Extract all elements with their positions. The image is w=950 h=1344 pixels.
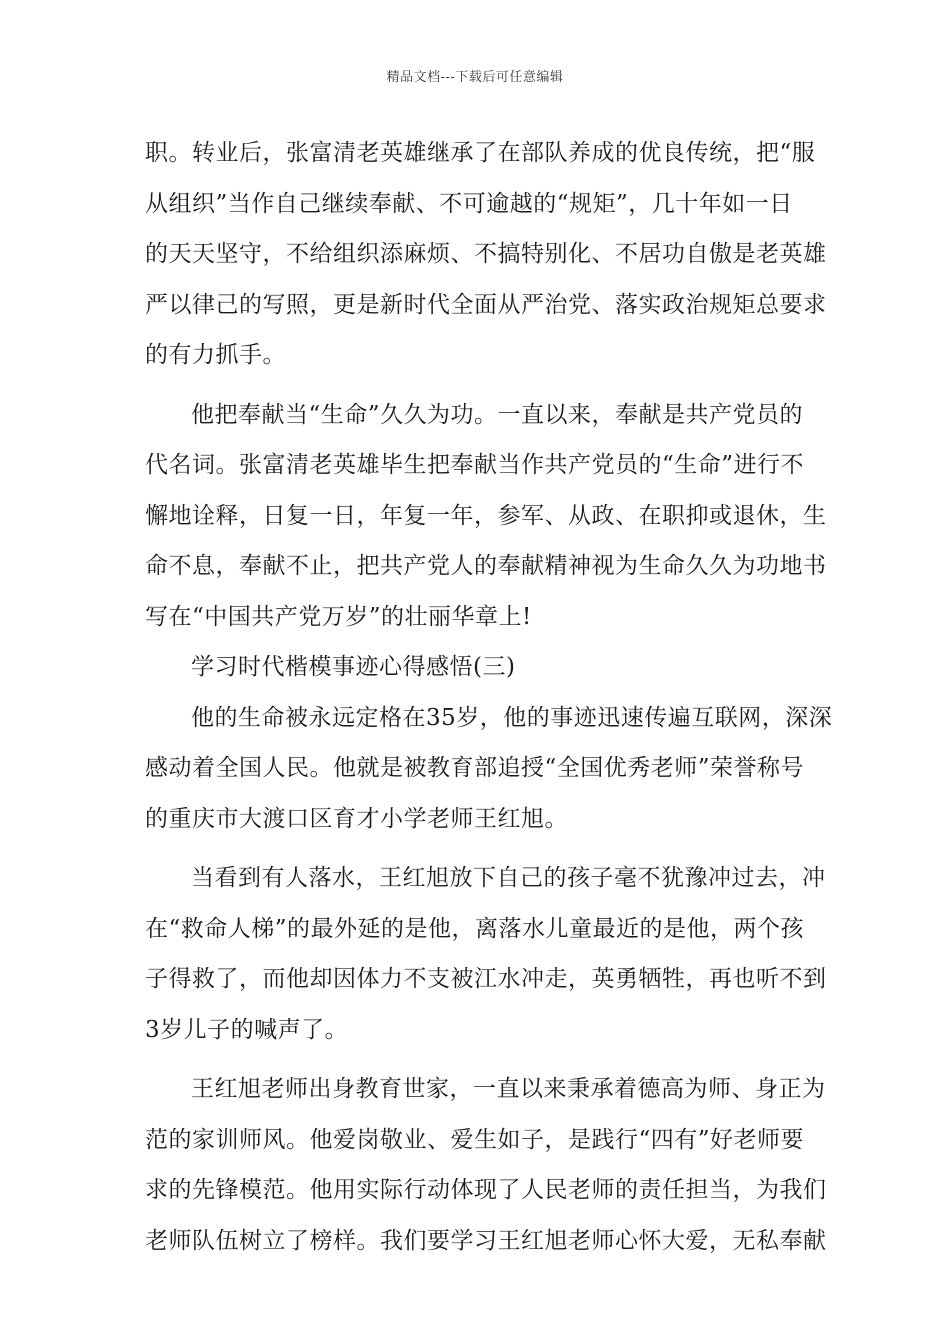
text-line: 王红旭老师出身教育世家，一直以来秉承着德高为师、身正为 bbox=[191, 1076, 826, 1102]
text-line: 他把奉献当“生命”久久为功。一直以来，奉献是共产党员的 bbox=[191, 401, 804, 428]
text-line: 懈地诠释，日复一日，年复一年，参军、从政、在职抑或退休，生 bbox=[145, 502, 827, 529]
paragraph bbox=[145, 390, 827, 643]
document-body bbox=[145, 128, 833, 1266]
text-line: 感动着全国人民。他就是被教育部追授“全国优秀老师”荣誉称号 bbox=[145, 755, 805, 781]
heading-line: 学习时代楷模事迹心得感悟(三) bbox=[191, 654, 516, 680]
text-line: 从组织”当作自己继续奉献、不可逾越的“规矩”，几十年如一日 bbox=[145, 190, 793, 217]
text-line: 的重庆市大渡口区育才小学老师王红旭。 bbox=[145, 805, 568, 832]
text-line: 严以律己的写照，更是新时代全面从严治党、落实政治规矩总要求 bbox=[145, 291, 827, 318]
text-line: 的有力抓手。 bbox=[145, 342, 286, 368]
text-line: 职。转业后，张富清老英雄继承了在部队养成的优良传统，把“服 bbox=[145, 140, 816, 166]
text-line: 老师队伍树立了榜样。我们要学习王红旭老师心怀大爱，无私奉献 bbox=[145, 1227, 827, 1254]
text-line: 3岁儿子的喊声了。 bbox=[145, 1016, 349, 1043]
text-line: 代名词。张富清老英雄毕生把奉献当作共产党员的“生命”进行不 bbox=[145, 452, 805, 478]
text-line: 他的生命被永远定格在35岁，他的事迹迅速传遍互联网，深深 bbox=[191, 704, 833, 731]
text-line: 子得救了，而他却因体力不支被江水冲走，英勇牺牲，再也听不到 bbox=[145, 966, 827, 992]
text-line: 当看到有人落水，王红旭放下自己的孩子毫不犹豫冲过去，冲 bbox=[191, 865, 826, 891]
text-line: 写在“中国共产党万岁”的壮丽华章上! bbox=[145, 603, 532, 630]
paragraph bbox=[145, 128, 827, 381]
text-line: 求的先锋模范。他用实际行动体现了人民老师的责任担当，为我们 bbox=[145, 1177, 827, 1203]
paragraph bbox=[145, 693, 833, 845]
text-line: 范的家训师风。他爱岗敬业、爱生如子，是践行“四有”好老师要 bbox=[145, 1126, 805, 1153]
paragraph bbox=[145, 853, 827, 1055]
text-line: 命不息，奉献不止，把共产党人的奉献精神视为生命久久为功地书 bbox=[145, 553, 827, 579]
text-line: 在“救命人梯”的最外延的是他，离落水儿童最近的是他，两个孩 bbox=[145, 915, 805, 942]
text-line: 的天天坚守，不给组织添麻烦、不搞特别化、不居功自傲是老英雄 bbox=[145, 241, 827, 267]
paragraph bbox=[145, 1064, 827, 1266]
section-heading bbox=[145, 642, 805, 693]
page-header: 精品文档---下载后可任意编辑 bbox=[386, 70, 564, 85]
